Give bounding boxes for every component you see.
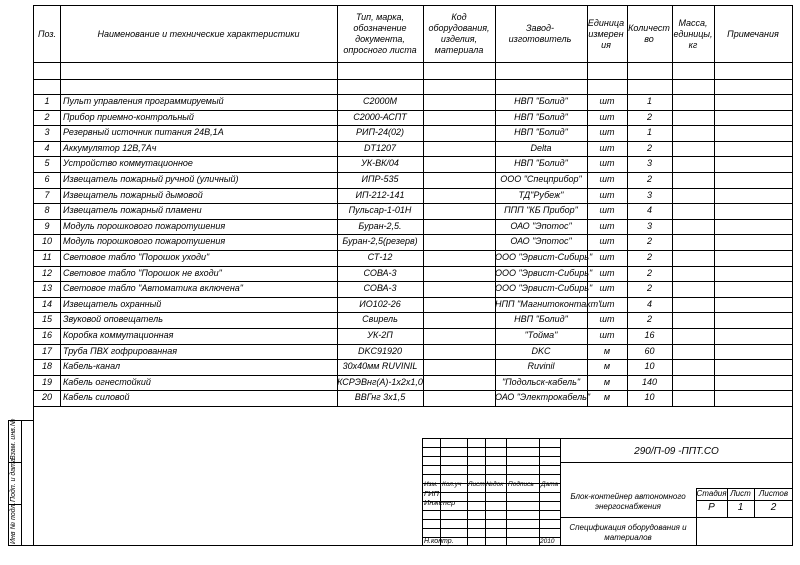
row-3-type: РИП-24(02)	[356, 127, 404, 138]
row-6-pos: 6	[44, 174, 50, 184]
row-16-maker: "Тойма"	[524, 330, 558, 340]
row-17-unit: м	[603, 345, 611, 356]
tb-role-ncontr: Н.контр.	[424, 538, 454, 545]
row-9-type: Буран-2,5.	[358, 220, 402, 231]
tb-stage: Р	[708, 502, 715, 513]
row-1-type: С2000М	[362, 96, 398, 106]
row-12-name: Световое табло "Порошок не входи"	[63, 267, 222, 278]
header-note: Примечания	[727, 28, 779, 39]
row-6-qty: 2	[646, 174, 652, 184]
row-6-unit: шт	[599, 174, 615, 184]
side-label-replace: Взам. инв.№	[10, 418, 17, 460]
row-10-unit: шт	[599, 236, 615, 247]
row-2-name: Прибор приемно-контрольный	[63, 111, 194, 122]
row-11-maker: ООО "Эрвист-Сибирь"	[495, 252, 593, 262]
row-15-maker: НВП "Болид"	[514, 314, 568, 325]
row-7-type: ИП-212-141	[355, 189, 405, 200]
row-16-qty: 16	[644, 330, 655, 340]
tb-h-stage: Стадия	[696, 489, 727, 498]
row-5-pos: 5	[44, 158, 50, 169]
row-9-unit: шт	[599, 220, 615, 231]
row-10-name: Модуль порошкового пожаротушения	[63, 236, 226, 247]
tb-sheet: 1	[737, 502, 744, 513]
row-13-type: СОВА-3	[363, 283, 397, 294]
row-14-maker: НПП "Магнитоконтакт"	[495, 298, 602, 309]
header-maker: Завод-изготовитель	[508, 23, 572, 44]
row-15-unit: шт	[599, 314, 615, 325]
row-13-pos: 13	[41, 283, 52, 294]
row-2-type: С2000-АСПТ	[353, 111, 407, 122]
row-4-qty: 2	[646, 142, 652, 153]
row-11-type: СТ-12	[367, 252, 393, 262]
row-9-maker: ОАО "Эпотос"	[510, 220, 572, 231]
row-3-qty: 1	[646, 127, 652, 138]
row-19-type: КСРЭВнг(А)-1х2х1,0	[337, 376, 423, 387]
row-1-qty: 1	[646, 96, 652, 106]
tb-role-gip: ГИП	[424, 489, 439, 498]
row-7-unit: шт	[599, 189, 615, 200]
row-12-pos: 12	[41, 267, 52, 278]
row-20-qty: 10	[644, 392, 655, 403]
row-16-unit: шт	[599, 330, 615, 340]
row-4-unit: шт	[599, 142, 615, 153]
row-12-unit: шт	[599, 267, 615, 278]
row-11-pos: 11	[42, 252, 52, 262]
row-16-pos: 16	[41, 330, 52, 340]
row-8-type: Пульсар-1-01Н	[348, 205, 412, 216]
row-7-maker: ТД"Рубеж"	[518, 189, 564, 200]
row-18-maker: Ruvinil	[527, 361, 555, 372]
row-9-name: Модуль порошкового пожаротушения	[63, 220, 226, 231]
row-10-qty: 2	[646, 236, 652, 247]
tb-role-engineer: Инженер	[424, 498, 456, 507]
row-9-pos: 9	[44, 220, 50, 231]
row-13-maker: ООО "Эрвист-Сибирь"	[495, 283, 593, 294]
row-14-name: Извещатель охранный	[63, 298, 162, 309]
row-10-pos: 10	[41, 236, 52, 247]
row-1-maker: НВП "Болид"	[514, 96, 568, 106]
row-4-name: Аккумулятор 12В,7Ач	[63, 142, 157, 153]
row-17-maker: DKC	[531, 345, 551, 356]
row-17-name: Труба ПВХ гофрированная	[63, 345, 178, 356]
tb-sheets: 2	[770, 502, 777, 513]
tb-h-sheets: Листов	[758, 489, 789, 498]
side-stamp-2	[22, 420, 33, 546]
row-13-name: Световое табло "Автоматика включена"	[63, 283, 243, 294]
row-2-maker: НВП "Болид"	[514, 111, 568, 122]
row-3-pos: 3	[44, 127, 50, 138]
row-20-pos: 20	[41, 392, 52, 403]
row-18-name: Кабель-канал	[63, 361, 121, 372]
row-12-qty: 2	[646, 267, 652, 278]
row-7-name: Извещатель пожарный дымовой	[63, 189, 203, 200]
row-19-name: Кабель огнестойкий	[63, 376, 151, 387]
row-14-pos: 14	[41, 298, 52, 309]
row-6-name: Извещатель пожарный ручной (уличный)	[63, 174, 239, 184]
row-10-maker: ОАО "Эпотос"	[510, 236, 572, 247]
row-12-maker: ООО "Эрвист-Сибирь"	[495, 267, 593, 278]
tb-h-data: Дата	[541, 481, 559, 488]
row-17-type: DKC91920	[357, 345, 403, 356]
row-7-pos: 7	[44, 189, 50, 200]
row-18-unit: м	[603, 361, 611, 372]
row-11-qty: 2	[646, 252, 652, 262]
row-19-qty: 140	[641, 376, 658, 387]
row-5-name: Устройство коммутационное	[63, 158, 193, 169]
row-10-type: Буран-2,5(резерв)	[342, 236, 418, 247]
row-2-pos: 2	[44, 111, 50, 122]
side-label-inv: Инв № подл.	[10, 502, 17, 544]
tb-h-list: Лист	[468, 481, 485, 488]
row-4-type: DT1207	[363, 142, 397, 153]
row-5-type: УК-ВК/04	[361, 158, 399, 169]
row-14-qty: 4	[646, 298, 652, 309]
row-20-unit: м	[603, 392, 611, 403]
row-8-unit: шт	[599, 205, 615, 216]
row-5-maker: НВП "Болид"	[514, 158, 568, 169]
row-3-unit: шт	[599, 127, 615, 138]
header-qty: Количество	[628, 23, 670, 44]
row-2-unit: шт	[599, 111, 615, 122]
row-6-type: ИПР-535	[361, 174, 399, 184]
row-5-qty: 3	[646, 158, 652, 169]
row-19-pos: 19	[41, 376, 52, 387]
row-17-pos: 17	[41, 345, 52, 356]
row-9-qty: 3	[646, 220, 652, 231]
row-4-pos: 4	[44, 142, 50, 153]
tb-title: Блок-контейнер автономного энергоснабжения	[570, 492, 686, 511]
row-12-type: СОВА-3	[363, 267, 397, 278]
row-16-name: Коробка коммутационная	[63, 330, 174, 340]
row-14-type: ИО102-26	[359, 298, 401, 309]
row-14-unit: шт	[599, 298, 615, 309]
tb-h-ndok: №док	[486, 481, 504, 488]
row-20-maker: ОАО "Электрокабель"	[495, 392, 591, 403]
tb-year: 2010	[540, 538, 555, 545]
row-18-pos: 18	[41, 361, 52, 372]
row-17-qty: 60	[644, 345, 655, 356]
side-label-sign: Подп. и дата	[10, 458, 17, 502]
tb-h-sheet: Лист	[730, 489, 751, 498]
row-13-unit: шт	[599, 283, 615, 294]
row-4-maker: Delta	[530, 142, 552, 153]
tb-subtitle: Спецификация оборудования и материалов	[569, 523, 687, 542]
doc-code: 290/П-09 -ППТ.СО	[634, 446, 719, 457]
row-19-maker: "Подольск-кабель"	[501, 376, 581, 387]
row-3-name: Резервный источник питания 24В,1А	[63, 127, 224, 138]
row-20-name: Кабель силовой	[63, 392, 130, 403]
row-15-qty: 2	[646, 314, 652, 325]
row-15-pos: 15	[41, 314, 52, 325]
row-8-maker: ППП "КБ Прибор"	[504, 205, 578, 216]
row-7-qty: 3	[646, 189, 652, 200]
row-18-type: 30x40мм RUVINIL	[342, 361, 418, 372]
row-8-qty: 4	[646, 205, 652, 216]
header-unit: Единица измерения	[587, 17, 625, 50]
row-8-pos: 8	[44, 205, 50, 216]
row-19-unit: м	[603, 376, 611, 387]
row-5-unit: шт	[599, 158, 615, 169]
header-type: Тип, марка, обозначение документа, опросного листа	[343, 12, 417, 55]
row-18-qty: 10	[644, 361, 655, 372]
row-1-pos: 1	[44, 96, 50, 106]
tb-h-izm: Изм.	[424, 481, 438, 488]
header-pos: Поз.	[37, 28, 57, 39]
row-15-name: Звуковой оповещатель	[63, 314, 163, 325]
row-8-name: Извещатель пожарный пламени	[63, 205, 202, 216]
row-11-name: Световое табло "Порошок уходи"	[63, 252, 210, 262]
tb-h-kol: Кол.уч	[442, 481, 462, 488]
header-mass: Масса, единицы, кг	[673, 17, 713, 50]
row-20-type: ВВГнг 3х1,5	[354, 392, 406, 403]
row-11-unit: шт	[599, 252, 615, 262]
tb-h-podp: Подпись	[508, 481, 534, 488]
row-1-unit: шт	[599, 96, 615, 106]
row-13-qty: 2	[646, 283, 652, 294]
row-3-maker: НВП "Болид"	[514, 127, 568, 138]
row-2-qty: 2	[646, 111, 652, 122]
row-1-name: Пульт управления программируемый	[63, 96, 224, 106]
row-6-maker: ООО "Спецприбор"	[500, 174, 582, 184]
header-code: Код оборудования, изделия, материала	[428, 12, 490, 55]
row-15-type: Свирель	[362, 314, 398, 325]
row-16-type: УК-2П	[367, 330, 393, 340]
header-name: Наименование и технические характеристики	[97, 28, 300, 39]
